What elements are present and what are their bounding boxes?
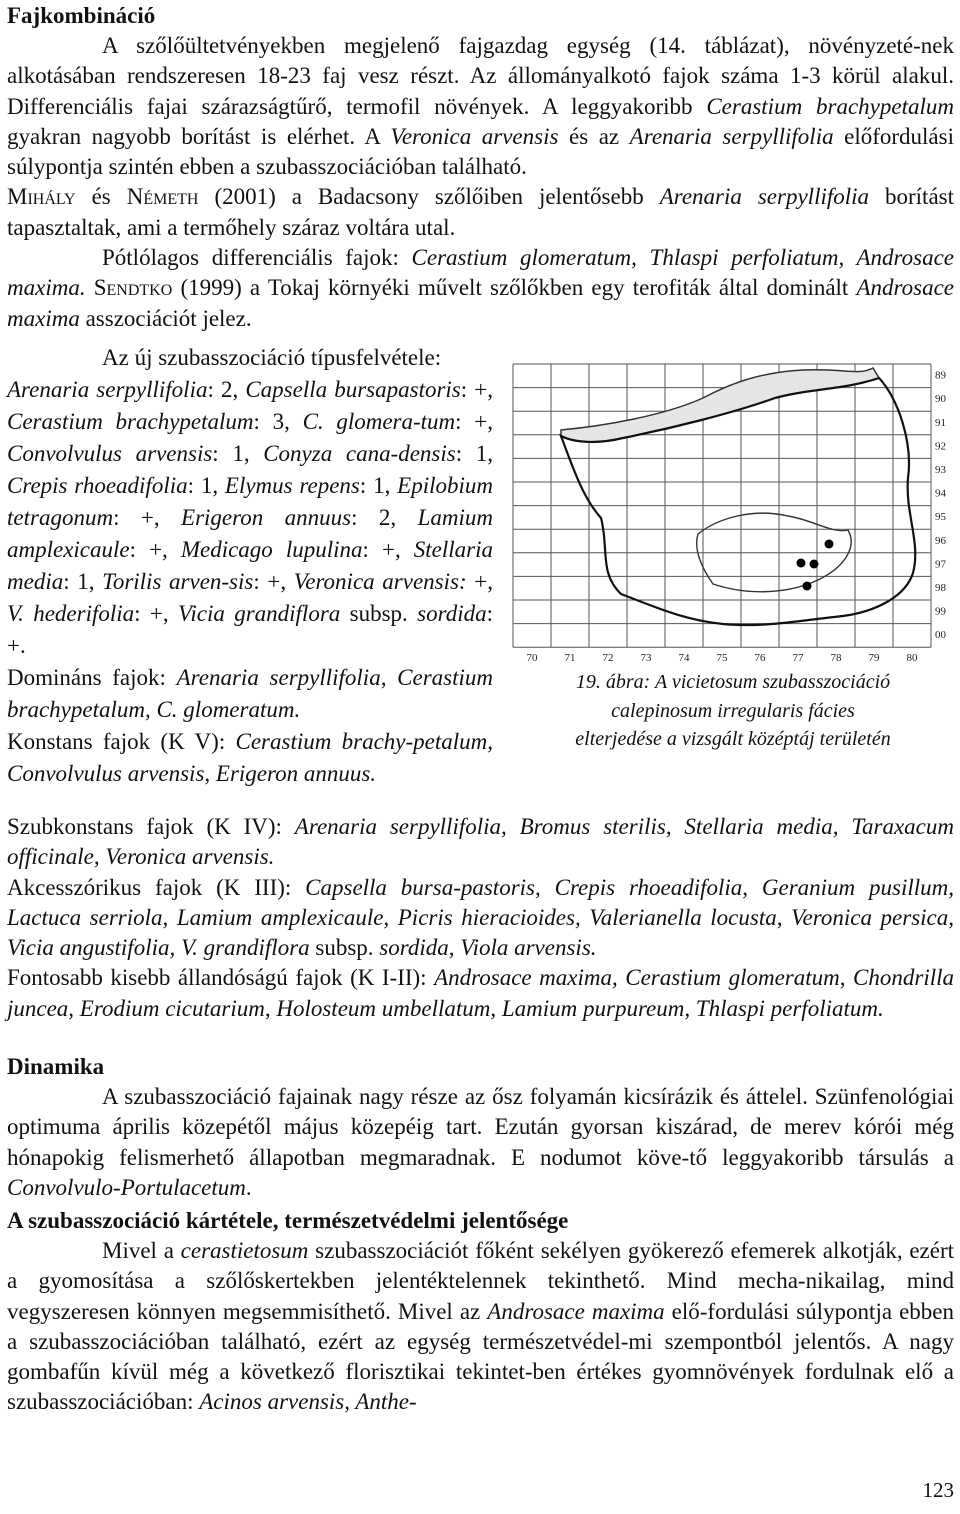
column-label: 71 bbox=[564, 652, 576, 665]
row-label: 99 bbox=[935, 605, 946, 618]
row-label: 96 bbox=[935, 534, 946, 547]
row-label: 98 bbox=[935, 582, 946, 595]
paragraph-additional-species: Pótlólagos differenciális fajok: Cerastium glomeratum, Thlaspi perfoliatum, Androsace maxima. Sendtko (1999) a Tokaj környéki művelt szőlőkben egy terofiták által dominált Androsace maxima asszociációt jelez. bbox=[7, 245, 954, 331]
typus-species-list: Arenaria serpyllifolia: 2, Capsella bursapastoris: +, Cerastium brachypetalum: 3, C. glomera-tum: +, Convolvulus arvensis: 1, Conyza cana-densis: 1, Crepis rhoeadifolia: 1, Elymus repens: 1, Epilobium tetragonum: +, Erigeron annuus: 2, Lamium amplexicaule: +, Medicago lupulina: +, Stellaria media: 1, Torilis arven-sis: +, Veronica arvensis: +, V. hederifolia: +, Vicia grandiflora subsp. sordida: +. bbox=[7, 377, 494, 658]
row-label: 90 bbox=[935, 393, 946, 406]
row-label: 89 bbox=[935, 369, 946, 382]
column-label: 80 bbox=[906, 652, 918, 665]
caption-line: elterjedése a vizsgált középtáj területén bbox=[575, 728, 891, 750]
row-label: 95 bbox=[935, 511, 946, 524]
page-number: 123 bbox=[922, 1478, 954, 1502]
paragraph-badacsony: Mihály és Németh (2001) a Badacsony szőlőiben jelentősebb Arenaria serpyllifolia borítást tapasztaltak, ami a termőhely száraz voltára utal. bbox=[7, 184, 954, 240]
heading-dinamika: Dinamika bbox=[7, 1054, 105, 1079]
heading-kartetel: A szubasszociáció kártétele, természetvédelmi jelentősége bbox=[7, 1208, 569, 1233]
paragraph-damage: Mivel a cerastietosum szubasszociációt főként sekélyen gyökerező efemerek alkotják, ezért a gyomosítása a szőlőskertekben jelentéktelennek tekinthető. Mind mecha-nikailag, mind vegyszeresen könnyen megsemmisíthető. Mivel az Androsace maxima elő-fordulási súlypontja ebben a szubasszociációban található, ezért az egység természetvédel-mi szempontból jelentős. A nagy gombafűn kívül még a következő florisztikai tekintet-ben értékes gyomnövények fordulnak elő a szubasszociációban: Acinos arvensis, Anthe- bbox=[7, 1238, 954, 1415]
heading-fajkombinacio: Fajkombináció bbox=[7, 3, 156, 28]
rare-species: Fontosabb kisebb állandóságú fajok (K I-II): Androsace maxima, Cerastium glomeratum, Chondrilla juncea, Erodium cicutarium, Holosteum umbellatum, Lamium purpureum, Thlaspi perfoliatum. bbox=[7, 965, 954, 1021]
region-boundary bbox=[561, 378, 915, 625]
dominant-species: Domináns fajok: Arenaria serpyllifolia, Cerastium brachypetalum, C. glomeratum. bbox=[7, 665, 493, 722]
column-label: 76 bbox=[754, 652, 766, 665]
row-label: 94 bbox=[935, 487, 946, 500]
row-label: 92 bbox=[935, 440, 946, 453]
column-label: 72 bbox=[602, 652, 614, 665]
row-label: 91 bbox=[935, 416, 946, 429]
distribution-map bbox=[513, 358, 960, 665]
constant-species: Konstans fajok (K V): Cerastium brachy-petalum, Convolvulus arvensis, Erigeron annuus. bbox=[7, 729, 493, 786]
row-label: 97 bbox=[935, 558, 946, 571]
caption-line: 19. ábra: A vicietosum szubasszociáció bbox=[575, 671, 891, 693]
paragraph-species-richness: A szőlőültetvényekben megjelenő fajgazdag egység (14. táblázat), növényzeté-nek alkotásában rendszeresen 18-23 faj vesz részt. Az állományalkotó fajok száma 1-3 körül alakul. Differenciális fajai szárazságtűrő, termofil növények. A leggyakoribb Cerastium brachypetalum gyakran nagyobb borítást is elérhet. A Veronica arvensis és az Arenaria serpyllifolia előfordulási súlypontja szintén ebben a szubasszociációban található. bbox=[7, 33, 954, 180]
occurrence-dot bbox=[797, 559, 806, 568]
occurrence-dot bbox=[810, 560, 819, 569]
occurrence-dot bbox=[803, 582, 812, 591]
accessory-species: Akcesszórikus fajok (K III): Capsella bursa-pastoris, Crepis rhoeadifolia, Geranium pusillum, Lactuca serriola, Lamium amplexicaule, Picris hieracioides, Valerianella locusta, Veronica persica, Vicia angustifolia, V. grandiflora subsp. sordida, Viola arvensis. bbox=[7, 874, 954, 961]
occurrence-dot bbox=[825, 540, 834, 549]
column-label: 78 bbox=[830, 652, 842, 665]
frequency-block bbox=[7, 812, 954, 1024]
damage-block bbox=[7, 1236, 954, 1418]
column-label: 77 bbox=[792, 652, 804, 665]
paragraph-dynamics: A szubasszociáció fajainak nagy része az ősz folyamán kicsírázik és áttelel. Szünfenológiai optimuma április közepétől május közepéig tart. Ezután gyorsan kiszárad, de merev kórói még hónapokig felismerhető állapotban megmaradnak. E nodumot köve-tő leggyakoribb társulás a Convolvulo-Portulacetum. bbox=[7, 1084, 954, 1200]
subconstant-species: Szubkonstans fajok (K IV): Arenaria serpyllifolia, Bromus sterilis, Stellaria media, Taraxacum officinale, Veronica arvensis. bbox=[7, 814, 954, 870]
figure-caption bbox=[513, 668, 953, 754]
column-label: 70 bbox=[526, 652, 538, 665]
column-label: 75 bbox=[716, 652, 728, 665]
column-label: 79 bbox=[868, 652, 880, 665]
intro-block bbox=[7, 31, 954, 334]
row-label: 93 bbox=[935, 464, 946, 477]
row-label: 00 bbox=[935, 629, 946, 642]
dynamics-block bbox=[7, 1082, 954, 1203]
column-label: 73 bbox=[640, 652, 652, 665]
lake-outline bbox=[561, 368, 879, 442]
caption-line: calepinosum irregularis fácies bbox=[611, 699, 855, 722]
typus-heading: Az új szubasszociáció típusfelvétele: bbox=[102, 345, 442, 370]
distribution-map-figure bbox=[513, 358, 960, 758]
column-label: 74 bbox=[678, 652, 690, 665]
typus-column bbox=[7, 342, 493, 790]
